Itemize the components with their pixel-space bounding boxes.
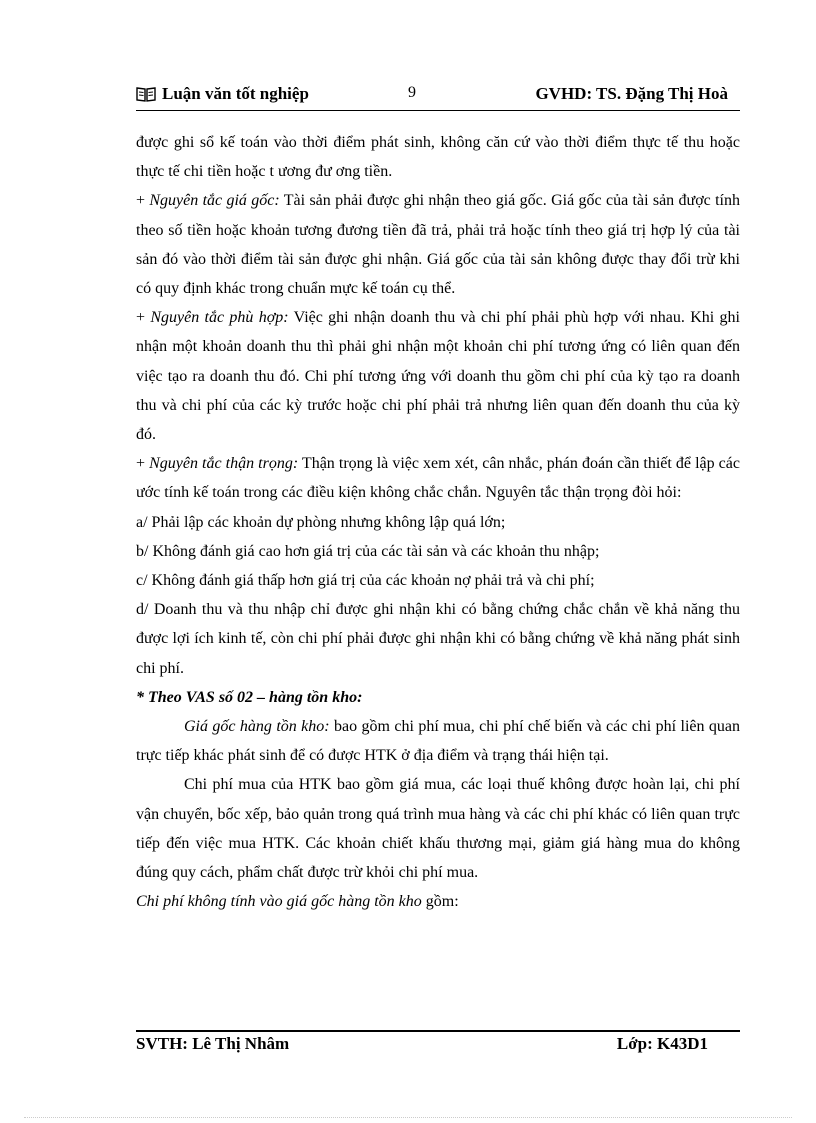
list-item: d/ Doanh thu và thu nhập chỉ được ghi nhận khi có bằng chứng chắc chắn về khả năng thu được lợi ích kinh tế, còn chi phí phải được ghi nhận khi có bằng chứng về khả năng phát sinh chi phí. xyxy=(136,601,740,677)
page-header xyxy=(136,84,740,110)
list-item: b/ Không đánh giá cao hơn giá trị của các tài sản và các khoản thu nhập; xyxy=(136,542,600,560)
paragraph: + Nguyên tắc giá gốc: Tài sản phải được ghi nhận theo giá gốc. Giá gốc của tài sản được tính theo số tiền hoặc khoản tương đương tiền đã trả, phải trả hoặc tính theo giá trị hợp lý của tài sản đó vào thời điểm tài sản được ghi nhận. Giá gốc của tài sản không được thay đổi trừ khi có quy định khác trong chuẩn mực kế toán cụ thể. xyxy=(136,192,741,298)
paragraph: Chi phí mua của HTK bao gồm giá mua, các loại thuế không được hoàn lại, chi phí vận chuyển, bốc xếp, bảo quản trong quá trình mua hàng và các chi phí khác có liên quan trực tiếp đến việc mua HTK. Các khoản chiết khấu thương mại, giảm giá hàng mua do không đúng quy cách, phẩm chất được trừ khỏi chi phí mua. xyxy=(136,776,740,882)
paragraph: + Nguyên tắc thận trọng: Thận trọng là việc xem xét, cân nhắc, phán đoán cần thiết để lập các ước tính kế toán trong các điều kiện không chắc chắn. Nguyên tắc thận trọng đòi hỏi: xyxy=(136,455,740,502)
page-bottom-edge xyxy=(24,1117,792,1118)
footer-student: SVTH: Lê Thị Nhâm xyxy=(136,1034,290,1053)
list-item: c/ Không đánh giá thấp hơn giá trị của các khoản nợ phải trả và chi phí; xyxy=(136,572,595,590)
paragraph: Chi phí không tính vào giá gốc hàng tồn kho gồm: xyxy=(136,893,459,911)
section-heading: * Theo VAS số 02 – hàng tồn kho: xyxy=(136,688,363,706)
header-title: Luận văn tốt nghiệp xyxy=(162,84,309,103)
document-body xyxy=(136,128,740,916)
header-left xyxy=(136,84,309,104)
footer-rule xyxy=(136,1030,740,1032)
paragraph: + Nguyên tắc phù hợp: Việc ghi nhận doanh thu và chi phí phải phù hợp với nhau. Khi ghi nhận một khoản doanh thu thì phải ghi nhận một khoản chi phí tương ứng có liên quan đến việc tạo ra doanh thu đó. Chi phí tương ứng với doanh thu gồm chi phí của kỳ tạo ra doanh thu và chi phí của các kỳ trước hoặc chi phí phải trả nhưng liên quan đến doanh thu của kỳ đó. xyxy=(136,309,740,444)
paragraph: Giá gốc hàng tồn kho: bao gồm chi phí mua, chi phí chế biến và các chi phí liên quan trực tiếp khác phát sinh để có được HTK ở địa điểm và trạng thái hiện tại. xyxy=(136,718,740,765)
open-book-icon xyxy=(136,86,156,102)
header-advisor: GVHD: TS. Đặng Thị Hoà xyxy=(535,84,728,103)
list-item: a/ Phải lập các khoản dự phòng nhưng không lập quá lớn; xyxy=(136,513,506,531)
header-rule xyxy=(136,110,740,111)
footer-class: Lớp: K43D1 xyxy=(616,1034,708,1053)
paragraph: được ghi sổ kế toán vào thời điểm phát sinh, không căn cứ vào thời điểm thực tế thu hoặc thực tế chi tiền hoặc t ương đư ơng tiền. xyxy=(136,134,740,181)
page-number: 9 xyxy=(408,84,416,101)
